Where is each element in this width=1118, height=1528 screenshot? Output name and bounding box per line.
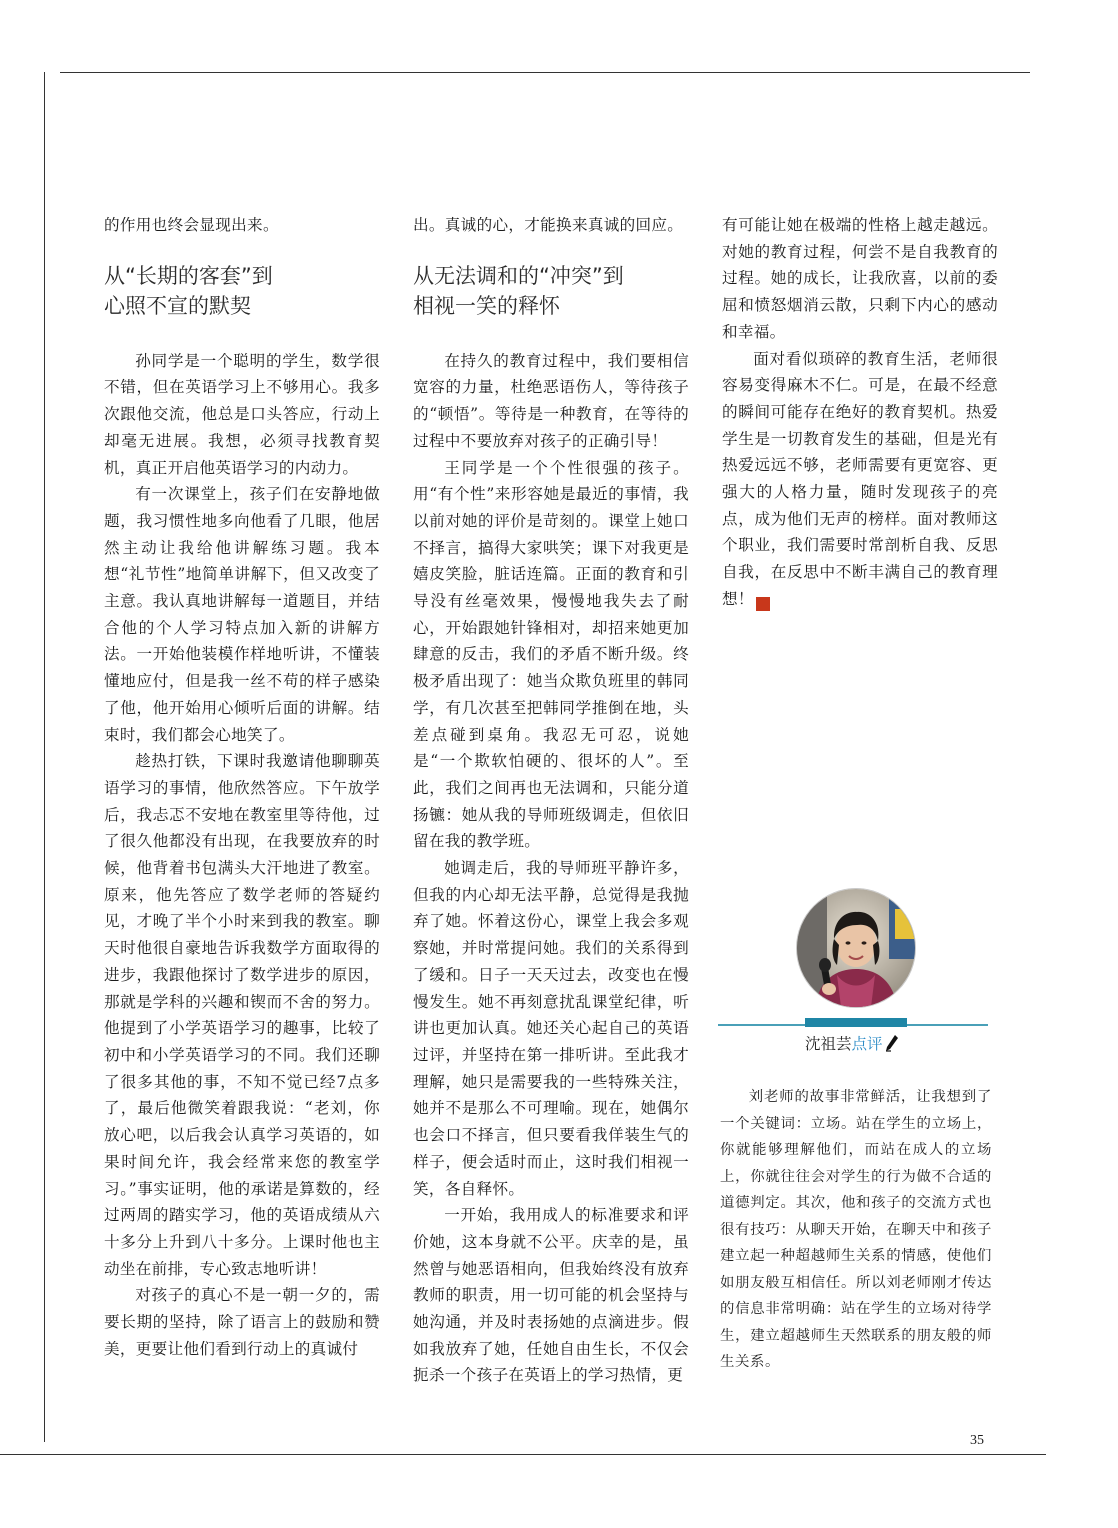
col3-paragraph-text: 面对看似琐碎的教育生活，老师很容易变得麻木不仁。可是，在最不经意的瞬间可能存在绝好的教育契机。热爱学生是一切教育发生的基础，但是光有热爱远远不够，老师需要有更宽容、更强大的人格力量，随时发现孩子的亮点，成为他们无声的榜样。面对教师这个职业，我们需要时常剖析自我、反思自我，在反思中不断丰满自己的教育理想！ — [722, 349, 998, 608]
pen-icon — [885, 1034, 899, 1056]
section-heading-2 — [413, 261, 689, 321]
section-heading-1-line2: 心照不宣的默契 — [104, 293, 251, 318]
comment-body — [720, 1084, 992, 1376]
bottom-rule — [0, 1454, 1046, 1455]
col2-paragraph: 王同学是一个个性很强的孩子。用“有个性”来形容她是最近的事情，我以前对她的评价是苛刻的。课堂上她口不择言，搞得大家哄笑；课下对我更是嬉皮笑脸，脏话连篇。正面的教育和引导没有丝毫效果，慢慢地我失去了耐心，开始跟她针锋相对，却招来她更加肆意的反击，我们的矛盾不断升级。终极矛盾出现了：她当众欺负班里的韩同学，有几次甚至把韩同学推倒在地，头差点碰到桌角。我忍无可忍，说她是“一个欺软怕硬的、很坏的人”。至此，我们之间再也无法调和，只能分道扬镳：她从我的导师班级调走，但依旧留在我的教学班。 — [413, 458, 689, 851]
col2-paragraph: 在持久的教育过程中，我们要相信宽容的力量，杜绝恶语伤人，等待孩子的“顿悟”。等待是一种教育，在等待的过程中不要放弃对孩子的正确引导！ — [413, 351, 689, 450]
col2-paragraph: 一开始，我用成人的标准要求和评价她，这本身就不公平。庆幸的是，虽然曾与她恶语相向，但我始终没有放弃教师的职责，用一切可能的机会坚持与她沟通，并及时表扬她的点滴进步。假如我放弃了她，任她自由生长，不仅会扼杀一个孩子在英语上的学习热情，更 — [413, 1206, 689, 1385]
article-end-mark: 冢 — [756, 597, 770, 611]
col1-paragraph: 孙同学是一个聪明的学生，数学很不错，但在英语学习上不够用心。我多次跟他交流，他总是口头答应，行动上却毫无进展。我想，必须寻找教育契机，真正开启他英语学习的内动力。 — [104, 351, 380, 477]
col2-lead: 出。真诚的心，才能换来真诚的回应。 — [413, 216, 684, 234]
column-2 — [413, 212, 689, 1389]
col1-paragraph: 有一次课堂上，孩子们在安静地做题，我习惯性地多向他看了几眼，他居然主动让我给他讲解练习题。我本想“礼节性”地简单讲解下，但又改变了主意。我认真地讲解每一道题目，并结合他的个人学习特点加入新的讲解方法。一开始他装模作样地听讲，不懂装懂地应付，但是我一丝不苟的样子感染了他，他开始用心倾听后面的讲解。结束时，我们都会心地笑了。 — [104, 485, 380, 744]
comment-label-text: 点评 — [851, 1035, 883, 1053]
section-heading-1-line1: 从“长期的客套”到 — [104, 263, 273, 288]
col3-lead: 有可能让她在极端的性格上越走越远。对她的教育过程，何尝不是自我教育的过程。她的成长，让我欣喜，以前的委屈和愤怒烟消云散，只剩下内心的感动和幸福。 — [722, 216, 998, 341]
top-rule — [60, 72, 1030, 73]
commentator-avatar — [796, 888, 916, 1008]
column-3 — [722, 212, 998, 613]
comment-tab-accent — [805, 1018, 907, 1027]
col1-paragraph: 趁热打铁，下课时我邀请他聊聊英语学习的事情，他欣然答应。下午放学后，我忐忑不安地在教室里等待他，过了很久他都没有出现，在我要放弃的时候，他背着书包满头大汗地进了教室。原来，他先答应了数学老师的答疑约见，才晚了半个小时来到我的教室。聊天时他很自豪地告诉我数学方面取得的进步，我跟他探讨了数学进步的原因，那就是学科的兴趣和锲而不舍的努力。他提到了小学英语学习的趣事，比较了初中和小学英语学习的不同。我们还聊了很多其他的事，不知不觉已经7点多了，最后他微笑着跟我说：“老刘，你放心吧，以后我会认真学习英语的，如果时间允许，我会经常来您的教室学习。”事实证明，他的承诺是算数的，经过两周的踏实学习，他的英语成绩从六十多分上升到八十多分。上课时他也主动坐在前排，专心致志地听讲！ — [104, 752, 380, 1278]
section-heading-2-line1: 从无法调和的“冲突”到 — [413, 263, 624, 288]
col1-paragraph: 对孩子的真心不是一朝一夕的，需要长期的坚持，除了语言上的鼓励和赞美，更要让他们看到行动上的真诚付 — [104, 1286, 380, 1358]
page-number: 35 — [970, 1433, 984, 1448]
section-heading-2-line2: 相视一笑的释怀 — [413, 293, 560, 318]
column-1 — [104, 212, 380, 1362]
col3-paragraph — [722, 346, 998, 613]
col2-paragraph: 她调走后，我的导师班平静许多，但我的内心却无法平静，总觉得是我抛弃了她。怀着这份心，课堂上我会多观察她，并时常提问她。我们的关系得到了缓和。日子一天天过去，改变也在慢慢发生。她不再刻意扰乱课堂纪律，听讲也更加认真。她还关心起自己的英语过评，并坚持在第一排听讲。至此我才理解，她只是需要我的一些特殊关注，她并不是那么不可理喻。现在，她偶尔也会口不择言，但只要看我佯装生气的样子，便会适时而止，这时我们相视一笑，各自释怀。 — [413, 859, 689, 1198]
commentator-name: 沈祖芸 — [805, 1035, 852, 1053]
comment-text: 刘老师的故事非常鲜活，让我想到了一个关键词：立场。站在学生的立场上，你就能够理解他们，而站在成人的立场上，你就往往会对学生的行为做不合适的道德判定。其次，他和孩子的交流方式也很有技巧：从聊天开始，在聊天中和孩子建立起一种超越师生关系的情感，使他们如朋友般互相信任。所以刘老师刚才传达的信息非常明确：站在学生的立场对待学生，建立超越师生天然联系的朋友般的师生关系。 — [720, 1089, 992, 1370]
section-heading-1 — [104, 261, 380, 321]
col1-lead: 的作用也终会显现出来。 — [104, 216, 279, 234]
left-margin-rule — [44, 72, 45, 1442]
comment-label — [805, 1032, 899, 1056]
